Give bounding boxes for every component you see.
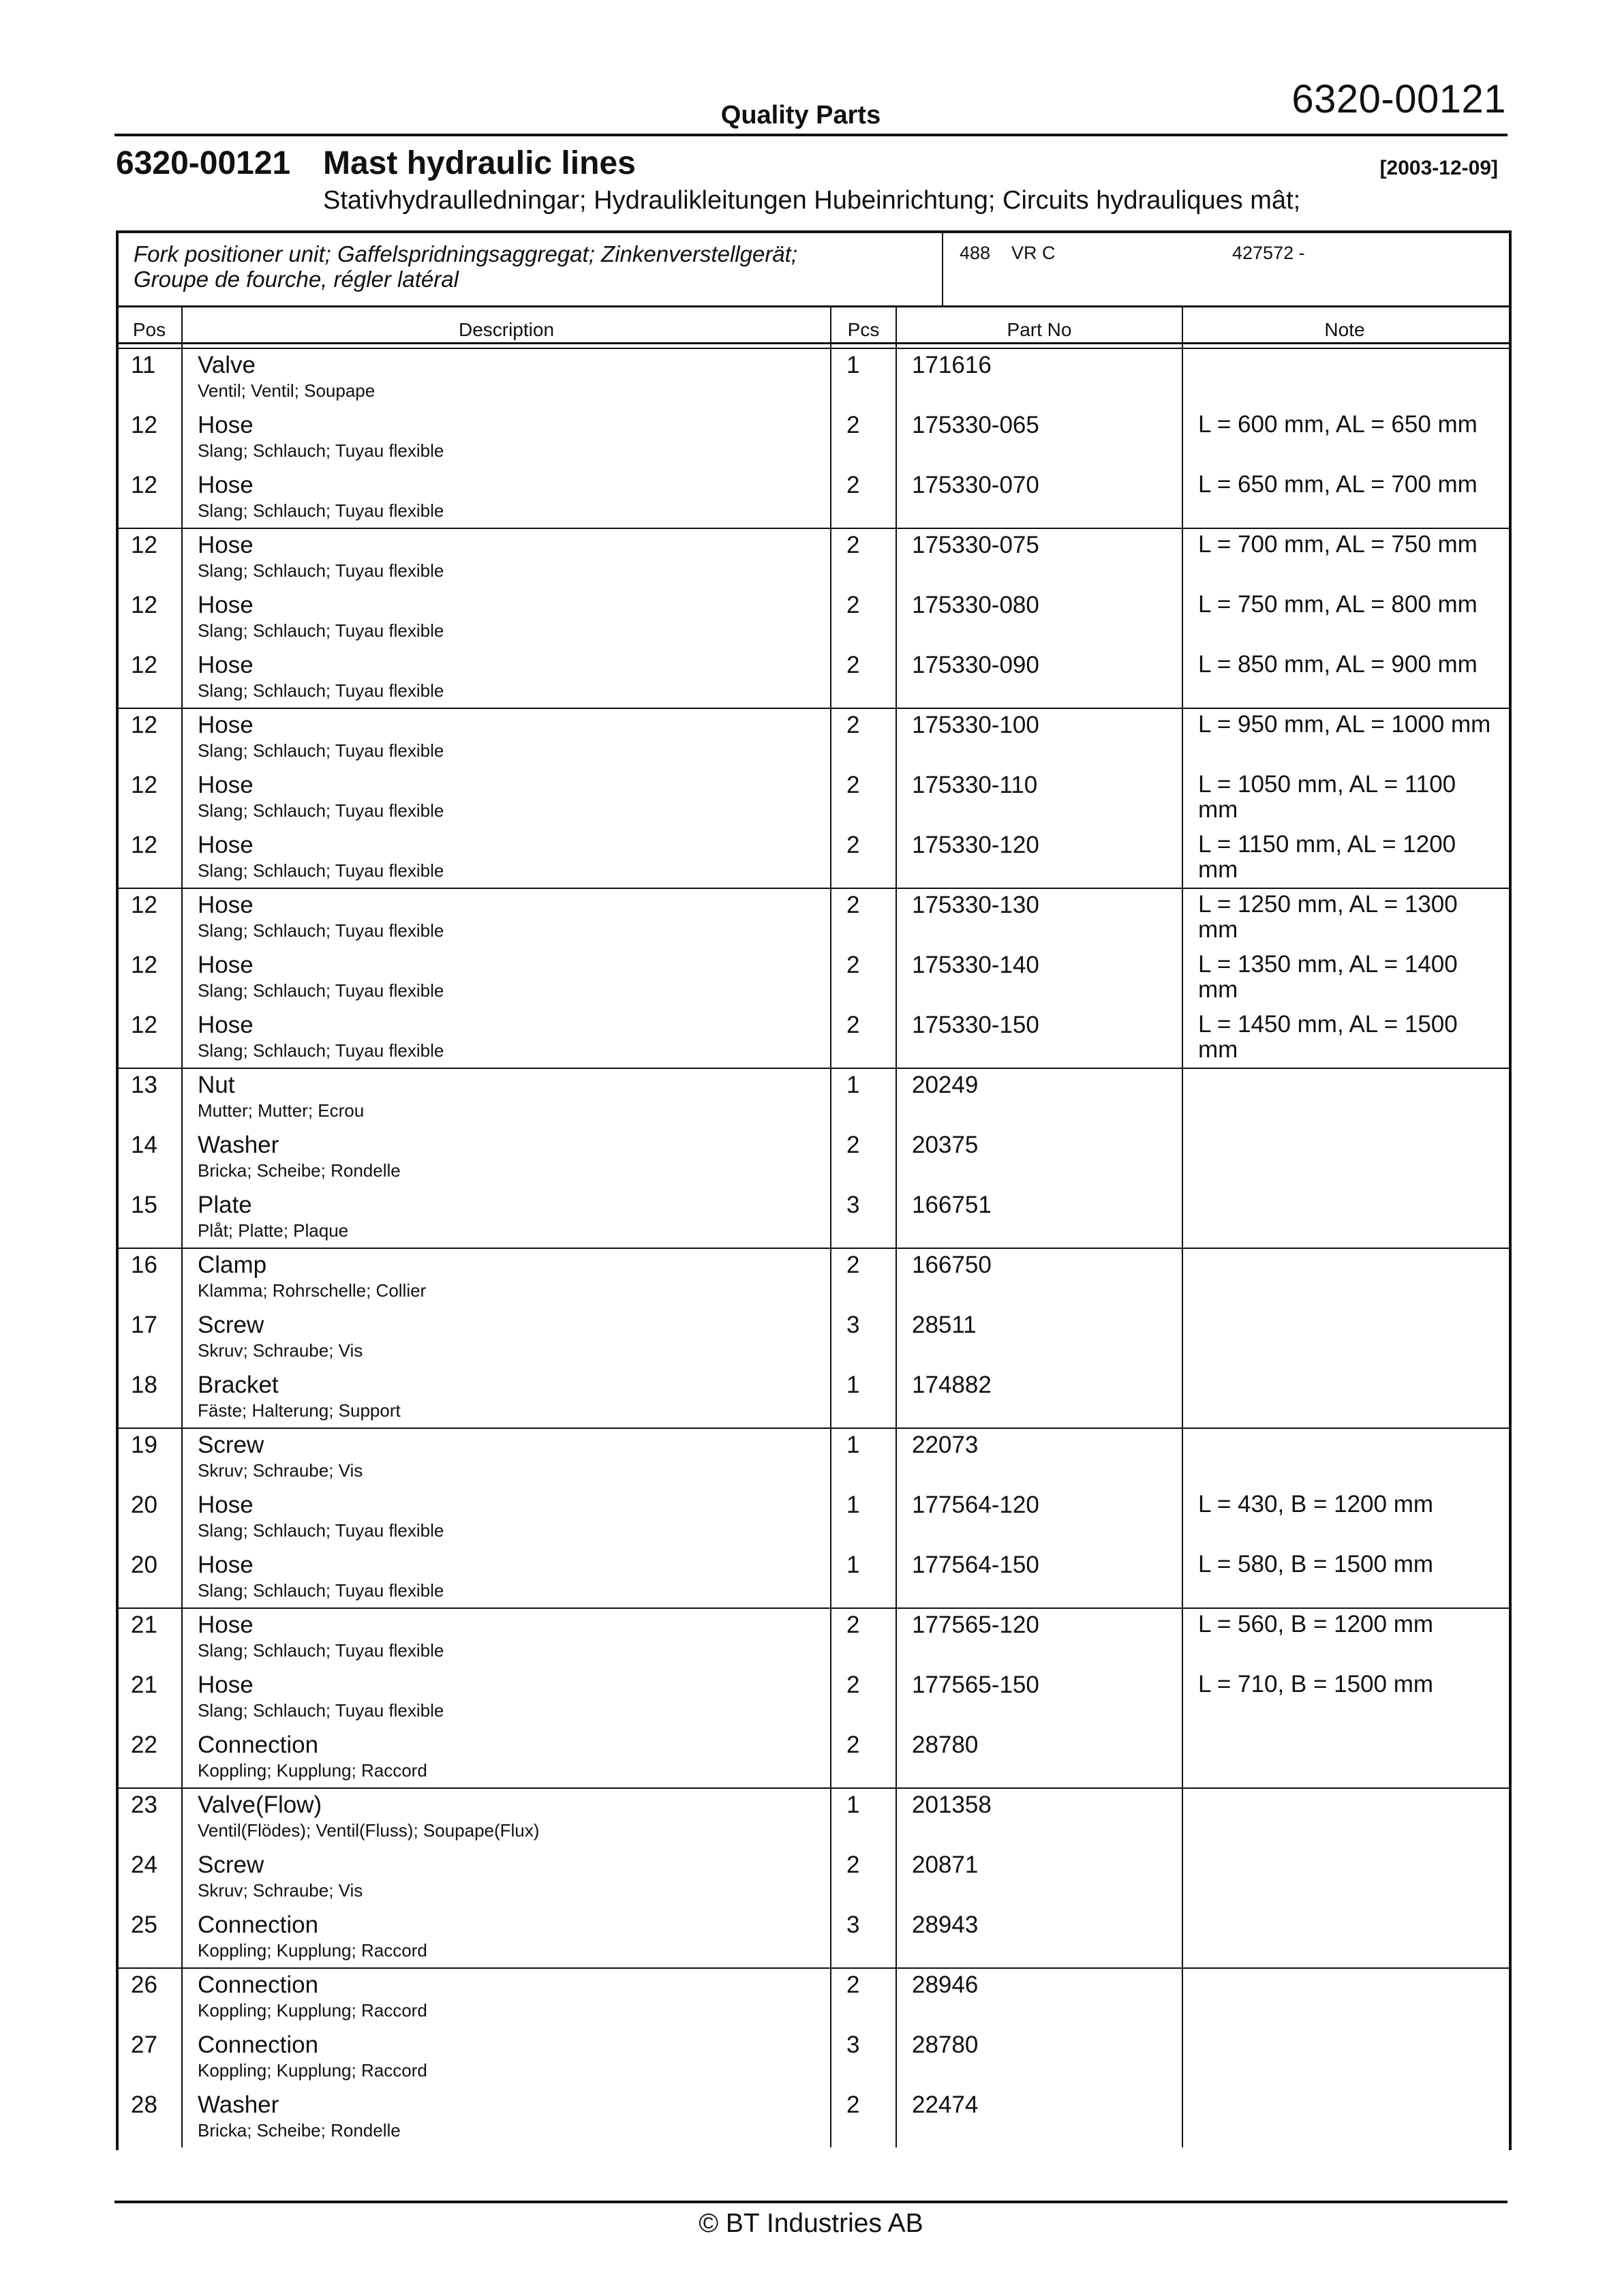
group-divider (942, 230, 943, 307)
row-quantity: 2 (846, 592, 860, 618)
row-translation: Ventil(Flödes); Ventil(Fluss); Soupape(Flux) (198, 1820, 540, 1841)
row-description: Connection (198, 2031, 319, 2058)
row-pos: 21 (131, 1672, 157, 1698)
row-note: L = 560, B = 1200 mm (1198, 1611, 1434, 1637)
row-part-number: 177565-150 (912, 1672, 1039, 1698)
row-quantity: 2 (846, 2091, 860, 2118)
row-translation: Slang; Schlauch; Tuyau flexible (198, 440, 444, 461)
row-description: Bracket (198, 1372, 279, 1398)
row-quantity: 2 (846, 1852, 860, 1878)
row-note: L = 850 mm, AL = 900 mm (1198, 651, 1478, 678)
row-description: Hose (198, 532, 254, 558)
row-note: L = 710, B = 1500 mm (1198, 1671, 1434, 1697)
row-part-number: 22073 (912, 1432, 979, 1458)
row-translation: Slang; Schlauch; Tuyau flexible (198, 860, 444, 881)
table-row (117, 1969, 1505, 2029)
row-pos: 24 (131, 1852, 157, 1878)
row-description: Hose (198, 1012, 254, 1038)
row-part-number: 28780 (912, 1732, 979, 1758)
row-description: Hose (198, 952, 254, 978)
row-pos: 28 (131, 2091, 157, 2118)
table-row (117, 1729, 1505, 1789)
row-note: L = 600 mm, AL = 650 mm (1198, 411, 1478, 438)
row-part-number: 175330-130 (912, 892, 1039, 918)
row-translation: Skruv; Schraube; Vis (198, 1880, 363, 1901)
row-quantity: 2 (846, 1012, 860, 1038)
row-part-number: 175330-090 (912, 652, 1039, 678)
row-pos: 13 (131, 1072, 157, 1098)
row-part-number: 175330-110 (912, 772, 1038, 798)
row-note: L = 1150 mm, AL = 1200 mm (1198, 831, 1456, 883)
row-translation: Bricka; Scheibe; Rondelle (198, 1160, 401, 1181)
row-part-number: 201358 (912, 1792, 992, 1818)
row-note: L = 1050 mm, AL = 1100 mm (1198, 771, 1456, 823)
header-series-title: Quality Parts (720, 101, 881, 130)
row-note: L = 750 mm, AL = 800 mm (1198, 591, 1478, 618)
table-row (117, 1489, 1505, 1549)
row-quantity: 2 (846, 1612, 860, 1638)
table-rule (116, 342, 1509, 344)
row-quantity: 3 (846, 2031, 860, 2058)
row-translation: Skruv; Schraube; Vis (198, 1340, 363, 1361)
row-part-number: 20375 (912, 1132, 979, 1158)
table-row (117, 769, 1505, 829)
row-quantity: 2 (846, 832, 860, 858)
row-pos: 14 (131, 1132, 157, 1158)
row-description: Valve(Flow) (198, 1792, 322, 1818)
row-description: Hose (198, 1552, 254, 1578)
table-row (117, 529, 1505, 589)
row-quantity: 1 (846, 1432, 860, 1458)
table-row (117, 589, 1505, 649)
row-note: L = 430, B = 1200 mm (1198, 1491, 1434, 1517)
row-description: Screw (198, 1852, 264, 1878)
row-description: Screw (198, 1312, 264, 1338)
row-note: L = 1250 mm, AL = 1300 mm (1198, 891, 1458, 943)
row-translation: Bricka; Scheibe; Rondelle (198, 2120, 401, 2141)
row-description: Hose (198, 1612, 254, 1638)
table-row (117, 709, 1505, 769)
column-header-note: Note (1324, 319, 1365, 340)
row-translation: Koppling; Kupplung; Raccord (198, 1940, 427, 1961)
table-row (117, 1429, 1505, 1489)
row-pos: 12 (131, 412, 157, 438)
row-description: Nut (198, 1072, 235, 1098)
table-row (117, 1249, 1505, 1309)
header-document-number: 6320-00121 (1291, 77, 1506, 121)
row-quantity: 2 (846, 952, 860, 978)
row-pos: 27 (131, 2031, 157, 2058)
row-description: Connection (198, 1912, 319, 1938)
row-part-number: 175330-100 (912, 712, 1039, 738)
row-translation: Mutter; Mutter; Ecrou (198, 1100, 365, 1121)
group-model: 488 (960, 243, 991, 263)
row-description: Hose (198, 1672, 254, 1698)
row-quantity: 3 (846, 1912, 860, 1938)
row-quantity: 1 (846, 1372, 860, 1398)
table-row (117, 1369, 1505, 1429)
row-pos: 26 (131, 1972, 157, 1998)
row-translation: Slang; Schlauch; Tuyau flexible (198, 680, 444, 701)
row-part-number: 171616 (912, 352, 992, 378)
row-part-number: 177564-150 (912, 1552, 1039, 1578)
table-row (117, 1849, 1505, 1909)
row-pos: 12 (131, 1012, 157, 1038)
row-note: L = 1350 mm, AL = 1400 mm (1198, 951, 1458, 1003)
table-row (117, 1129, 1505, 1189)
row-quantity: 2 (846, 412, 860, 438)
table-row (117, 1549, 1505, 1609)
row-part-number: 175330-140 (912, 952, 1039, 978)
row-quantity: 3 (846, 1192, 860, 1218)
row-quantity: 2 (846, 1672, 860, 1698)
row-note: L = 950 mm, AL = 1000 mm (1198, 711, 1491, 738)
section-date: [2003-12-09] (1379, 157, 1498, 179)
row-part-number: 175330-120 (912, 832, 1039, 858)
row-pos: 12 (131, 712, 157, 738)
row-description: Hose (198, 472, 254, 498)
row-translation: Slang; Schlauch; Tuyau flexible (198, 980, 444, 1001)
footer-copyright: © BT Industries AB (699, 2209, 923, 2238)
row-pos: 12 (131, 772, 157, 798)
table-row (117, 649, 1505, 709)
row-quantity: 2 (846, 1252, 860, 1278)
row-quantity: 2 (846, 712, 860, 738)
row-pos: 20 (131, 1492, 157, 1518)
row-translation: Slang; Schlauch; Tuyau flexible (198, 800, 444, 821)
row-note: L = 700 mm, AL = 750 mm (1198, 531, 1478, 558)
row-quantity: 2 (846, 1132, 860, 1158)
row-translation: Fäste; Halterung; Support (198, 1400, 401, 1421)
row-part-number: 177565-120 (912, 1612, 1039, 1638)
row-pos: 12 (131, 532, 157, 558)
row-part-number: 166751 (912, 1192, 992, 1218)
table-row (117, 2089, 1505, 2149)
row-translation: Slang; Schlauch; Tuyau flexible (198, 920, 444, 941)
table-row (117, 829, 1505, 889)
row-quantity: 2 (846, 532, 860, 558)
section-title: Mast hydraulic lines (323, 145, 636, 181)
table-row (117, 1189, 1505, 1249)
group-description (134, 241, 917, 292)
row-description: Hose (198, 832, 254, 858)
row-pos: 12 (131, 592, 157, 618)
row-pos: 21 (131, 1612, 157, 1638)
row-part-number: 28943 (912, 1912, 979, 1938)
row-quantity: 2 (846, 1732, 860, 1758)
row-description: Hose (198, 892, 254, 918)
group-variant: VR C (1011, 243, 1056, 263)
row-translation: Slang; Schlauch; Tuyau flexible (198, 1040, 444, 1061)
row-description: Hose (198, 772, 254, 798)
group-description-line: Fork positioner unit; Gaffelspridningsaggregat; Zinkenverstellgerät; (134, 241, 797, 267)
row-pos: 12 (131, 832, 157, 858)
row-pos: 17 (131, 1312, 157, 1338)
footer-divider (114, 2201, 1508, 2203)
row-pos: 12 (131, 472, 157, 498)
row-quantity: 1 (846, 1072, 860, 1098)
header-divider (114, 134, 1508, 136)
column-header-pos: Pos (132, 319, 166, 340)
row-pos: 12 (131, 952, 157, 978)
row-description: Valve (198, 352, 256, 378)
row-description: Plate (198, 1192, 252, 1218)
table-row (117, 1069, 1505, 1129)
row-translation: Koppling; Kupplung; Raccord (198, 1760, 427, 1781)
row-part-number: 175330-075 (912, 532, 1039, 558)
row-part-number: 175330-070 (912, 472, 1039, 498)
row-quantity: 3 (846, 1312, 860, 1338)
row-pos: 18 (131, 1372, 157, 1398)
row-pos: 19 (131, 1432, 157, 1458)
row-quantity: 1 (846, 1792, 860, 1818)
section-subtitle: Stativhydraulledningar; Hydraulikleitungen Hubeinrichtung; Circuits hydrauliques mât; (323, 186, 1301, 215)
row-pos: 15 (131, 1192, 157, 1218)
row-quantity: 2 (846, 1972, 860, 1998)
row-pos: 25 (131, 1912, 157, 1938)
group-serial-range: 427572 - (1232, 243, 1305, 263)
table-row (117, 1789, 1505, 1849)
row-part-number: 22474 (912, 2091, 979, 2118)
row-description: Connection (198, 1972, 319, 1998)
row-part-number: 20249 (912, 1072, 979, 1098)
table-row (117, 1669, 1505, 1729)
row-translation: Slang; Schlauch; Tuyau flexible (198, 500, 444, 521)
section-number: 6320-00121 (116, 145, 291, 181)
row-description: Hose (198, 1492, 254, 1518)
row-pos: 11 (131, 352, 156, 378)
row-pos: 22 (131, 1732, 157, 1758)
row-part-number: 175330-065 (912, 412, 1039, 438)
table-row (117, 409, 1505, 469)
row-note: L = 1450 mm, AL = 1500 mm (1198, 1011, 1458, 1063)
row-quantity: 2 (846, 652, 860, 678)
group-description-line: Groupe de fourche, régler latéral (134, 267, 459, 292)
row-translation: Koppling; Kupplung; Raccord (198, 2000, 427, 2021)
row-translation: Slang; Schlauch; Tuyau flexible (198, 1640, 444, 1661)
row-description: Clamp (198, 1252, 267, 1278)
row-description: Hose (198, 592, 254, 618)
table-row (117, 2029, 1505, 2089)
row-pos: 12 (131, 892, 157, 918)
row-pos: 16 (131, 1252, 157, 1278)
row-description: Hose (198, 652, 254, 678)
row-description: Connection (198, 1732, 319, 1758)
row-quantity: 1 (846, 352, 860, 378)
row-translation: Slang; Schlauch; Tuyau flexible (198, 560, 444, 581)
row-translation: Koppling; Kupplung; Raccord (198, 2060, 427, 2081)
row-quantity: 1 (846, 1552, 860, 1578)
table-row (117, 469, 1505, 529)
row-part-number: 177564-120 (912, 1492, 1039, 1518)
column-header-part-no: Part No (1007, 319, 1072, 340)
row-translation: Klamma; Rohrschelle; Collier (198, 1280, 427, 1301)
row-description: Hose (198, 712, 254, 738)
row-part-number: 28511 (912, 1312, 977, 1338)
table-row (117, 889, 1505, 949)
row-part-number: 28780 (912, 2031, 979, 2058)
table-row (117, 1909, 1505, 1969)
row-translation: Plåt; Platte; Plaque (198, 1220, 349, 1241)
table-row (117, 1309, 1505, 1369)
row-translation: Slang; Schlauch; Tuyau flexible (198, 740, 444, 761)
row-description: Hose (198, 412, 254, 438)
row-part-number: 28946 (912, 1972, 979, 1998)
row-part-number: 174882 (912, 1372, 992, 1398)
row-part-number: 175330-080 (912, 592, 1039, 618)
row-pos: 23 (131, 1792, 157, 1818)
row-translation: Slang; Schlauch; Tuyau flexible (198, 620, 444, 641)
table-rule (116, 305, 1509, 307)
row-description: Washer (198, 2091, 279, 2118)
row-description: Washer (198, 1132, 279, 1158)
table-row (117, 349, 1505, 409)
column-header-description: Description (458, 319, 555, 340)
row-pos: 20 (131, 1552, 157, 1578)
row-part-number: 175330-150 (912, 1012, 1039, 1038)
row-quantity: 2 (846, 472, 860, 498)
row-translation: Slang; Schlauch; Tuyau flexible (198, 1700, 444, 1721)
row-quantity: 1 (846, 1492, 860, 1518)
table-row (117, 1009, 1505, 1069)
row-quantity: 2 (846, 772, 860, 798)
row-translation: Skruv; Schraube; Vis (198, 1460, 363, 1481)
row-translation: Slang; Schlauch; Tuyau flexible (198, 1580, 444, 1601)
row-translation: Ventil; Ventil; Soupape (198, 380, 376, 401)
row-note: L = 580, B = 1500 mm (1198, 1551, 1434, 1577)
row-quantity: 2 (846, 892, 860, 918)
row-note: L = 650 mm, AL = 700 mm (1198, 471, 1478, 498)
column-header-pcs: Pcs (847, 319, 880, 340)
table-row (117, 1609, 1505, 1669)
table-row (117, 949, 1505, 1009)
row-part-number: 166750 (912, 1252, 992, 1278)
row-description: Screw (198, 1432, 264, 1458)
row-part-number: 20871 (912, 1852, 979, 1878)
row-pos: 12 (131, 652, 157, 678)
row-translation: Slang; Schlauch; Tuyau flexible (198, 1520, 444, 1541)
